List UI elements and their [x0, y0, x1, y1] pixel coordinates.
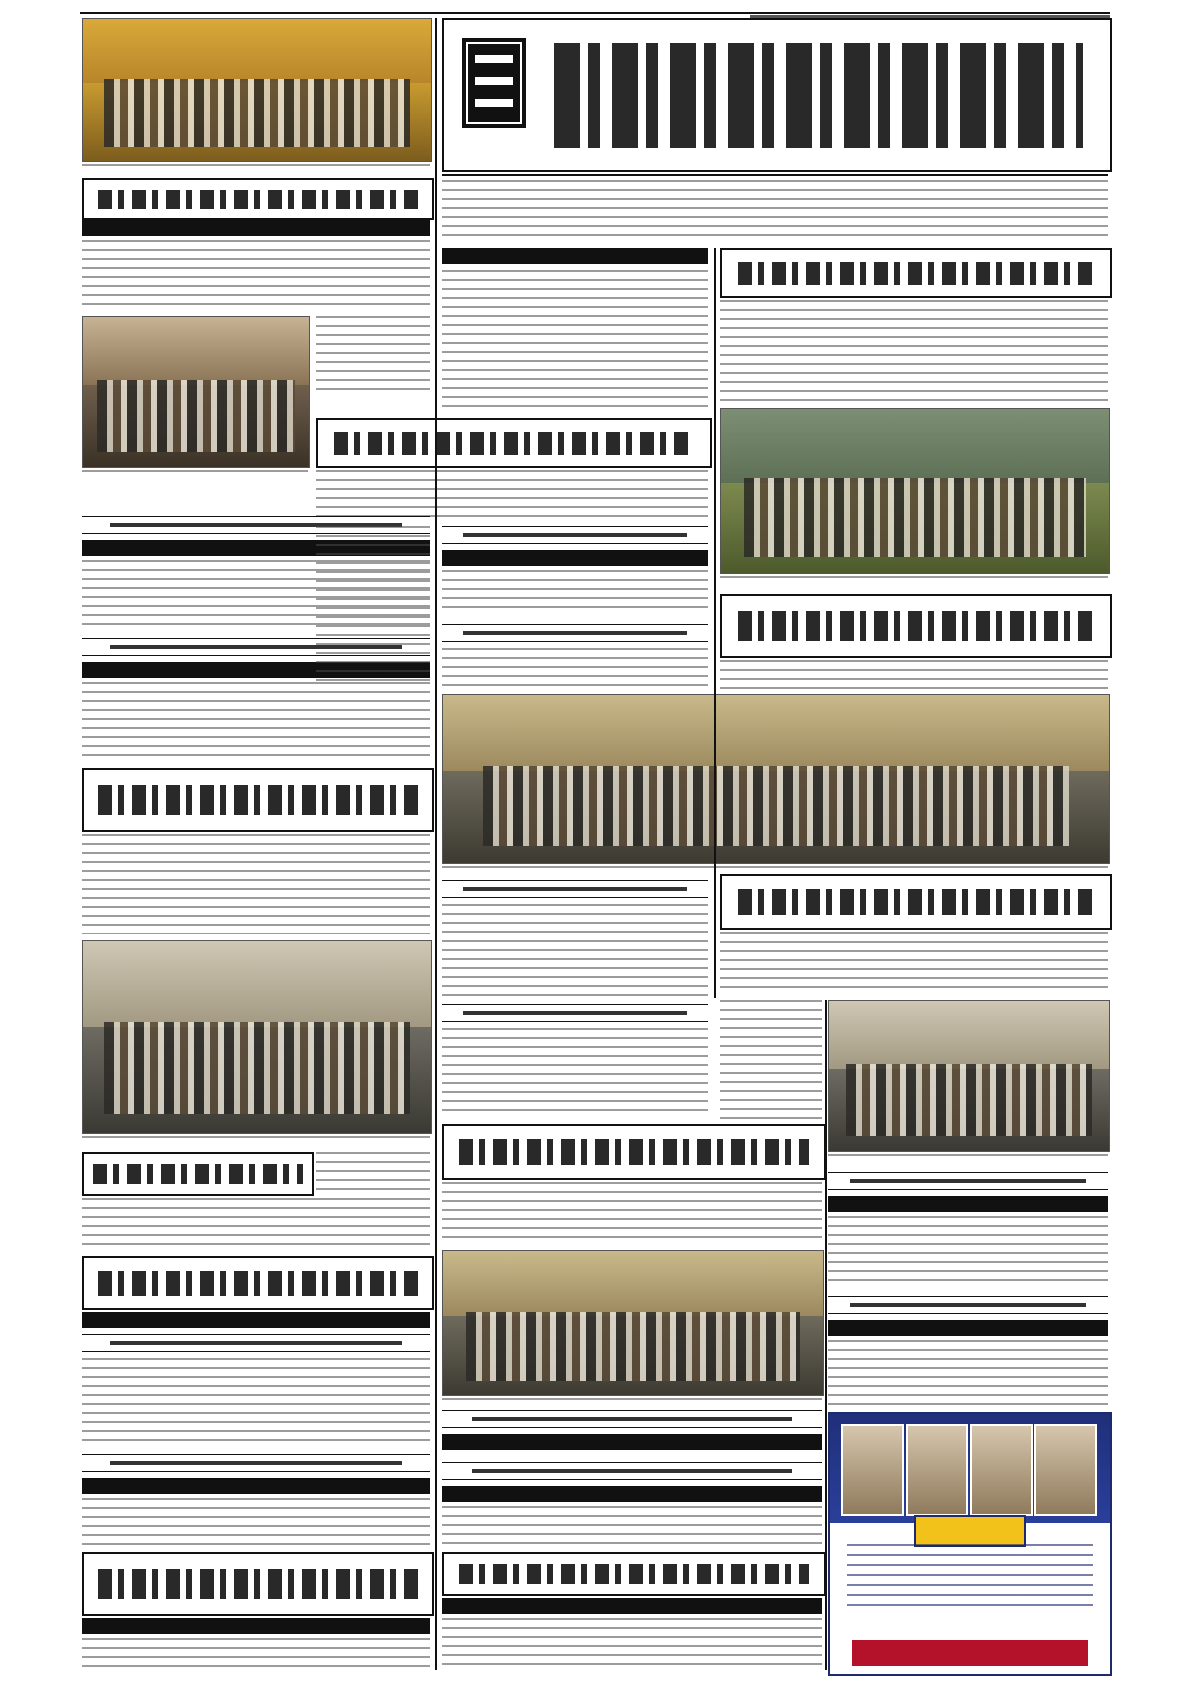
javed-obituary-headline [442, 526, 708, 544]
police-story-text [82, 1358, 430, 1448]
office-meeting-caption [82, 470, 308, 478]
economy-subhead [442, 1486, 822, 1502]
aqeeda-text [828, 1340, 1108, 1406]
wasim-obituary-headline [828, 1172, 1108, 1190]
task-force-text [720, 1000, 822, 1120]
football-headline [720, 248, 1112, 298]
kacheri-text [82, 682, 430, 760]
protest-intro-text [720, 660, 1108, 690]
dollar-subhead [442, 248, 708, 264]
lead-stamp-badge [462, 38, 526, 128]
traffic-headline [82, 1152, 314, 1196]
police-headline [82, 1256, 434, 1310]
court-subhead [442, 1434, 822, 1450]
madrasa-headline [82, 178, 434, 220]
column-rule-left [435, 18, 437, 1670]
protest-photo-collage [442, 694, 1110, 864]
ad-portrait-1 [841, 1424, 904, 1516]
ad-footer-banner [852, 1640, 1087, 1666]
election-story-text [442, 1618, 822, 1670]
quran-headline [82, 768, 434, 832]
ad-thanks-banner [914, 1515, 1026, 1547]
quran-event-caption [82, 1136, 430, 1144]
wasim-obituary-text [828, 1216, 1108, 1282]
football-team-photo [720, 408, 1110, 574]
final-headline [82, 1552, 434, 1616]
ribbon-cutting-caption [828, 1154, 1108, 1162]
election-headline [442, 1552, 826, 1596]
mother-obituary-headline [442, 624, 708, 642]
ppp-headline [442, 1124, 826, 1180]
awareness-story-text [442, 1028, 708, 1118]
protest-headline [720, 594, 1112, 658]
water-story-text [316, 470, 708, 520]
election-subhead [442, 1598, 822, 1614]
quran-event-photo [82, 940, 432, 1134]
police-subhead [82, 1312, 430, 1328]
pti-story-text [82, 1498, 430, 1546]
ad-portrait-2 [906, 1424, 969, 1516]
pti-headline [82, 1454, 430, 1472]
lead-headline [442, 18, 1112, 172]
contract-text [316, 526, 430, 686]
javed-obituary-text [442, 570, 708, 610]
aqeeda-subhead [828, 1320, 1108, 1336]
football-story-text [720, 300, 1108, 402]
pti-subhead [82, 1478, 430, 1494]
madrasa-story-text [82, 240, 430, 310]
traffic-side-text [316, 1152, 430, 1192]
court-headline [442, 1410, 822, 1428]
quran-story-text [82, 834, 430, 934]
javed-obituary-subhead [442, 550, 708, 566]
middle-story-text [442, 270, 708, 410]
ad-portrait-3 [970, 1424, 1033, 1516]
column-rule-right [825, 1000, 827, 1670]
madrasa-photo-caption [82, 164, 430, 172]
wasim-obituary-subhead [828, 1196, 1108, 1212]
madrasa-students-photo [82, 18, 432, 162]
awareness-headline [442, 1004, 708, 1022]
column-rule-middle [714, 248, 716, 998]
aqeeda-headline [828, 1296, 1108, 1314]
goods-headline [720, 874, 1112, 930]
office-meeting-photo [82, 316, 310, 468]
newspaper-page [80, 12, 1110, 1672]
dspo-story-text [442, 904, 708, 996]
goods-story-text [720, 932, 1108, 994]
thanks-advertisement [828, 1412, 1112, 1676]
lead-story-text [442, 180, 1108, 242]
football-photo-caption [720, 576, 1108, 584]
office-side-text [316, 316, 430, 396]
madrasa-subhead [82, 220, 430, 236]
ppp-story-text [442, 1182, 822, 1242]
final-subhead [82, 1618, 430, 1634]
traffic-story-text [82, 1198, 430, 1248]
protest-photo-caption [442, 866, 1108, 874]
ppp-photo-caption [442, 1398, 822, 1406]
economy-headline [442, 1462, 822, 1480]
final-story-text [82, 1638, 430, 1670]
mother-obituary-text [442, 648, 708, 688]
top-rule [80, 12, 1110, 14]
dspo-headline [442, 880, 708, 898]
economy-story-text [442, 1506, 822, 1546]
ppp-photo [442, 1250, 824, 1396]
ad-portrait-4 [1034, 1424, 1097, 1516]
ribbon-cutting-photo [828, 1000, 1110, 1152]
water-story-headline [316, 418, 712, 468]
ad-body-text [847, 1544, 1093, 1606]
lead-rule [442, 174, 1108, 176]
afghani-headline [82, 1334, 430, 1352]
